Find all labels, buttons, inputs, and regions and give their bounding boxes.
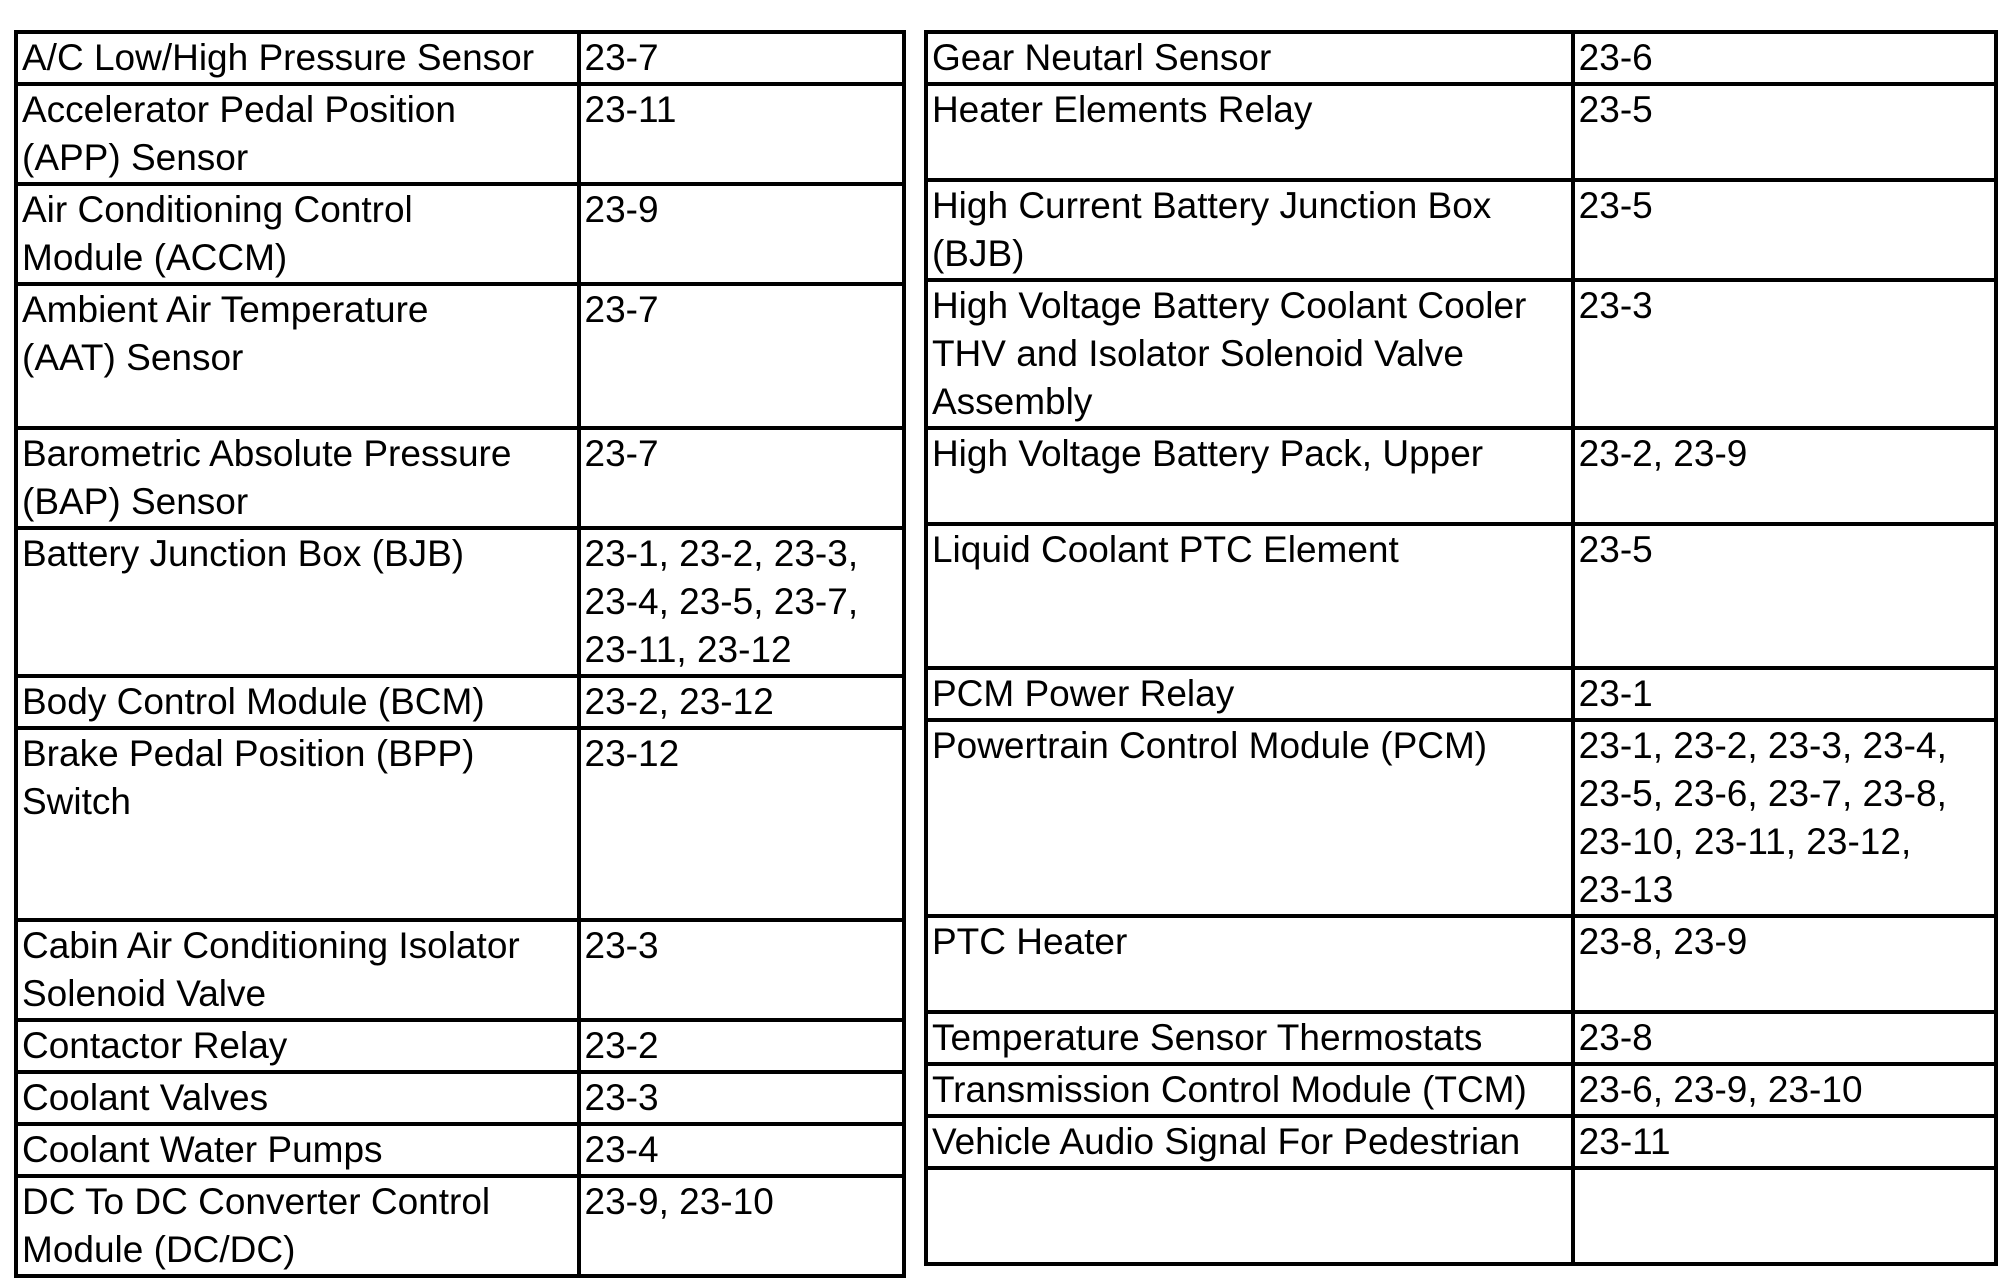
component-name-cell [926,84,1573,180]
page-reference-cell [1573,280,1996,428]
page-reference-line: 23-1, 23-2, 23-3, [584,533,859,574]
right-table-row [926,32,1996,84]
component-index-right-table [924,30,1998,1266]
component-name-line: High Current Battery Junction Box [931,185,1492,226]
page-reference-cell [579,428,904,528]
right-table-row [926,720,1996,916]
component-name-line: (BAP) Sensor [22,481,249,522]
component-name-line: Solenoid Valve [22,973,267,1014]
page-reference-line: 23-1 [1578,673,1653,714]
component-name-line: Ambient Air Temperature [22,289,429,330]
component-name-line: Accelerator Pedal Position [22,89,456,130]
page-reference-line: 23-5 [1578,89,1653,130]
page-reference-line: 23-1, 23-2, 23-3, 23-4, [1578,725,1947,766]
left-table-row [16,428,904,528]
component-name-cell [16,284,579,428]
component-name-cell [16,1072,579,1124]
page-reference-line: 23-8, 23-9 [1578,921,1748,962]
page-reference-line: 23-11 [584,89,677,130]
right-table-row [926,1116,1996,1168]
component-name-cell [926,280,1573,428]
component-name-cell [926,720,1573,916]
left-table-row [16,1176,904,1276]
page-reference-line: 23-11 [1578,1121,1671,1162]
page-reference-line: 23-9 [584,189,659,230]
page-reference-cell [579,1124,904,1176]
page-reference-cell [579,728,904,920]
page-reference-cell [579,1020,904,1072]
right-table-row [926,84,1996,180]
page-reference-line: 23-8 [1578,1017,1653,1058]
page-reference-cell [1573,1116,1996,1168]
right-table-row [926,1168,1996,1264]
page-reference-cell [1573,32,1996,84]
component-name-line: Module (DC/DC) [22,1229,296,1270]
component-name-cell [16,84,579,184]
component-name-cell [16,184,579,284]
page-reference-cell [1573,916,1996,1012]
component-name-cell [16,920,579,1020]
right-table-row [926,180,1996,280]
page-reference-cell [1573,1168,1996,1264]
component-name-cell [926,524,1573,668]
page-reference-cell [579,32,904,84]
page-reference-cell [579,84,904,184]
component-name-line: Assembly [931,381,1093,422]
left-table-row [16,1072,904,1124]
page-reference-line: 23-2, 23-12 [584,681,774,722]
left-table-row [16,1020,904,1072]
page-reference-line: 23-5 [1578,185,1653,226]
component-name-line: Powertrain Control Module (PCM) [931,725,1488,766]
component-name-line: (AAT) Sensor [22,337,244,378]
component-name-cell [926,180,1573,280]
component-name-line: High Voltage Battery Pack, Upper [931,433,1484,474]
component-name-line: Body Control Module (BCM) [22,681,485,722]
page-reference-cell [579,284,904,428]
component-name-line: High Voltage Battery Coolant Cooler [931,285,1527,326]
component-name-line: Liquid Coolant PTC Element [931,529,1399,570]
left-table-row [16,32,904,84]
component-name-cell [926,1012,1573,1064]
component-name-line: (BJB) [931,233,1025,274]
right-table-row [926,280,1996,428]
left-table-body [16,32,904,1276]
component-name-line: Transmission Control Module (TCM) [931,1069,1527,1110]
component-name-cell [926,32,1573,84]
component-name-cell [926,1116,1573,1168]
page-reference-line: 23-7 [584,289,659,330]
page-reference-line: 23-3 [1578,285,1653,326]
component-name-line: Brake Pedal Position (BPP) [22,733,475,774]
left-table-row [16,284,904,428]
component-name-line: PCM Power Relay [931,673,1235,714]
component-index-sheet [14,30,1998,1278]
page-reference-line: 23-7 [584,433,659,474]
left-table-row [16,676,904,728]
page-reference-line: 23-6 [1578,37,1653,78]
component-name-line: Air Conditioning Control [22,189,413,230]
right-table-row [926,668,1996,720]
component-name-line: (APP) Sensor [22,137,249,178]
component-name-line: Coolant Water Pumps [22,1129,383,1170]
left-table-row [16,1124,904,1176]
page-reference-cell [579,1072,904,1124]
page-reference-cell [579,528,904,676]
page-reference-line: 23-7 [584,37,659,78]
component-name-line: THV and Isolator Solenoid Valve [931,333,1464,374]
right-table-row [926,428,1996,524]
page-reference-line: 23-10, 23-11, 23-12, [1578,821,1912,862]
component-name-cell [926,428,1573,524]
page-reference-cell [1573,1064,1996,1116]
component-name-cell [16,1020,579,1072]
page-reference-cell [1573,428,1996,524]
component-name-line: Cabin Air Conditioning Isolator [22,925,520,966]
page-reference-cell [579,920,904,1020]
page-reference-cell [579,1176,904,1276]
page-reference-line: 23-4 [584,1129,659,1170]
left-table-row [16,184,904,284]
left-table-row [16,528,904,676]
component-name-cell [926,668,1573,720]
component-name-line: A/C Low/High Pressure Sensor [22,37,535,78]
left-table-row [16,728,904,920]
component-name-cell [16,528,579,676]
component-name-line: DC To DC Converter Control [22,1181,491,1222]
component-name-cell [16,676,579,728]
component-name-line: Temperature Sensor Thermostats [931,1017,1483,1058]
component-name-line: PTC Heater [931,921,1128,962]
component-name-cell [16,1124,579,1176]
page-reference-line: 23-4, 23-5, 23-7, [584,581,859,622]
component-name-line: Coolant Valves [22,1077,269,1118]
page-reference-line: 23-13 [1578,869,1674,910]
page-reference-cell [1573,180,1996,280]
page-reference-cell [1573,668,1996,720]
component-name-cell [16,32,579,84]
component-name-line: Barometric Absolute Pressure [22,433,512,474]
component-name-line: Battery Junction Box (BJB) [22,533,465,574]
page-reference-cell [1573,1012,1996,1064]
page-reference-cell [579,184,904,284]
component-index-left-table [14,30,906,1278]
page-reference-cell [1573,524,1996,668]
page-reference-line: 23-5, 23-6, 23-7, 23-8, [1578,773,1947,814]
right-table-row [926,916,1996,1012]
component-name-cell [16,1176,579,1276]
right-table-body [926,32,1996,1264]
page-reference-line: 23-2 [584,1025,659,1066]
page-reference-cell [579,676,904,728]
component-name-cell [926,916,1573,1012]
component-name-line: Module (ACCM) [22,237,288,278]
component-name-line: Heater Elements Relay [931,89,1313,130]
page-reference-line: 23-9, 23-10 [584,1181,774,1222]
page-reference-line: 23-6, 23-9, 23-10 [1578,1069,1863,1110]
page-reference-line: 23-2, 23-9 [1578,433,1748,474]
page-reference-cell [1573,84,1996,180]
page-reference-line: 23-12 [584,733,680,774]
page-reference-line: 23-5 [1578,529,1653,570]
left-table-row [16,84,904,184]
component-name-cell [16,428,579,528]
right-table-row [926,524,1996,668]
component-name-cell [926,1168,1573,1264]
component-name-line: Contactor Relay [22,1025,288,1066]
component-name-line: Gear Neutarl Sensor [931,37,1272,78]
page-reference-line: 23-11, 23-12 [584,629,792,670]
page-reference-line: 23-3 [584,1077,659,1118]
component-name-line: Vehicle Audio Signal For Pedestrian [931,1121,1521,1162]
component-name-cell [16,728,579,920]
component-name-line: Switch [22,781,131,822]
left-table-row [16,920,904,1020]
page-reference-cell [1573,720,1996,916]
right-table-row [926,1012,1996,1064]
component-name-cell [926,1064,1573,1116]
page-reference-line: 23-3 [584,925,659,966]
right-table-row [926,1064,1996,1116]
